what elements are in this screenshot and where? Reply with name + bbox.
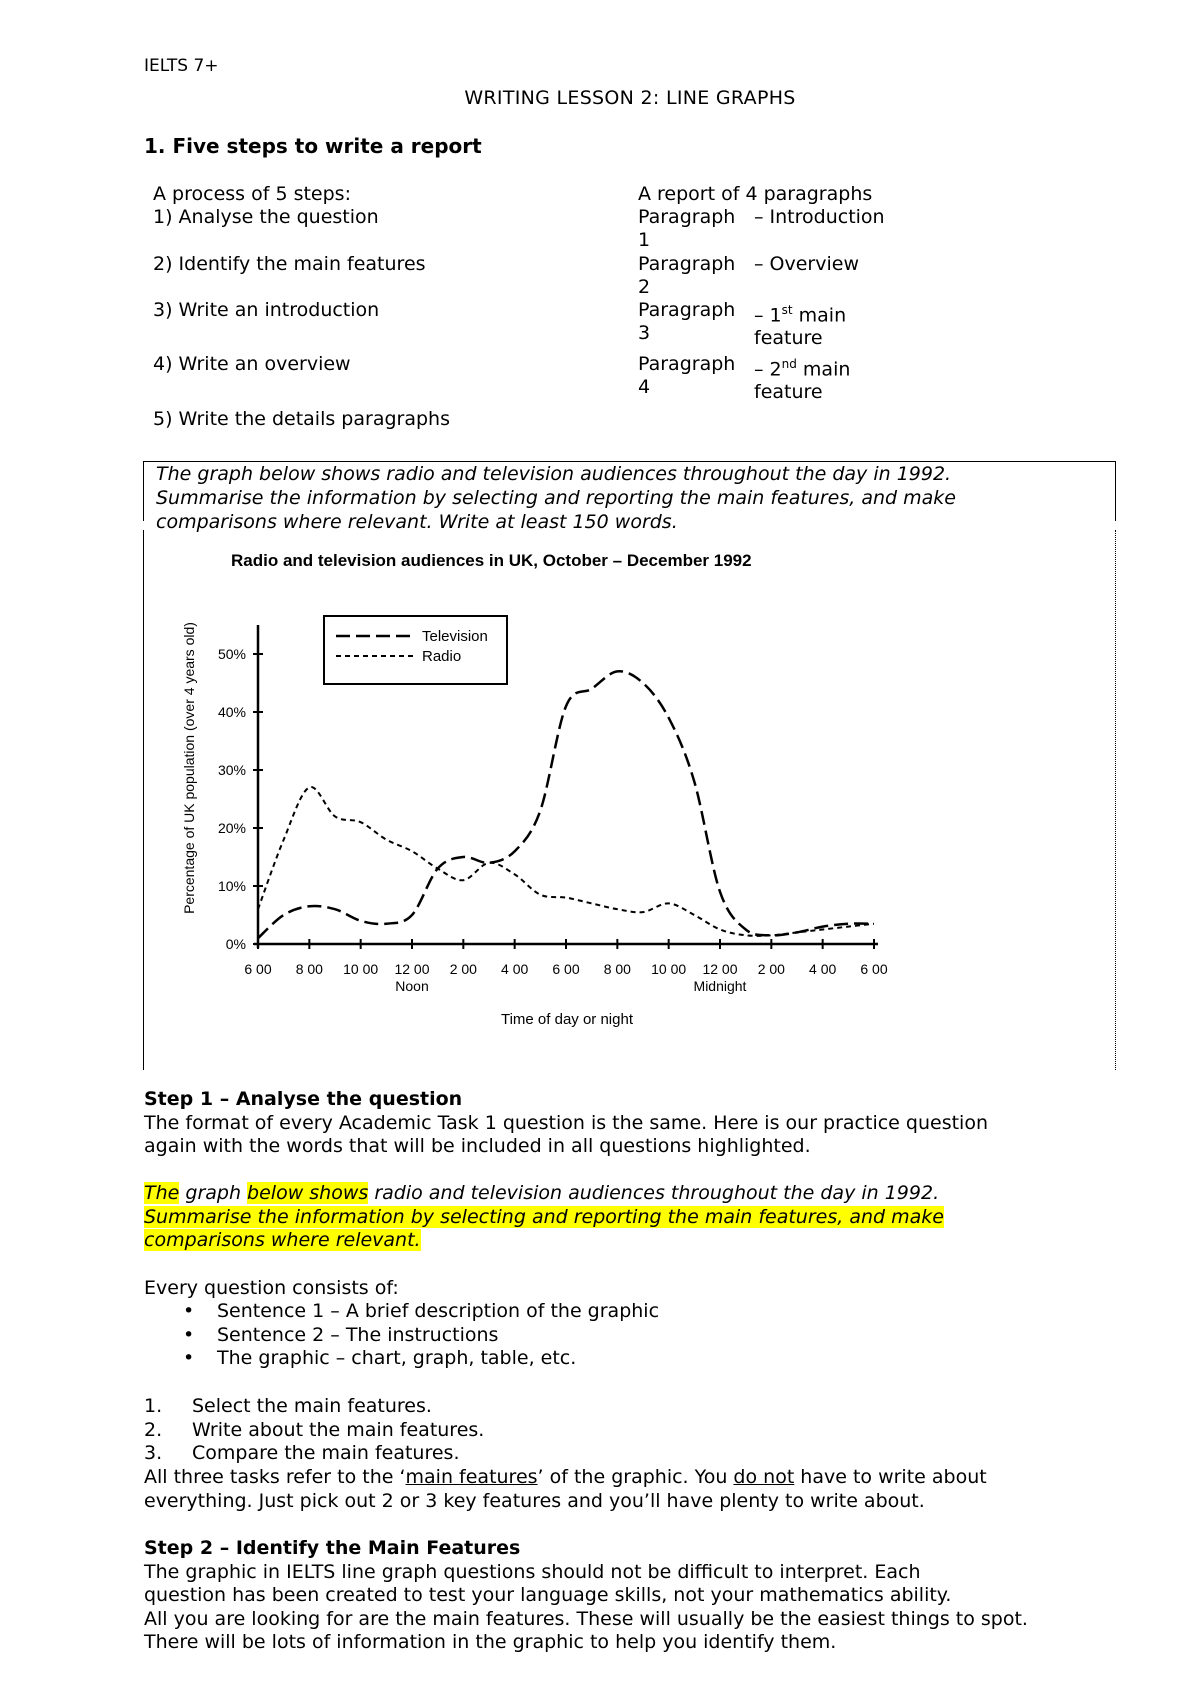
y-tick-label: 10% [217,878,246,894]
step2-text: The graphic in IELTS line graph questions should not be difficult to interpret. Each [144,1560,921,1583]
section-1-heading: 1. Five steps to write a report [144,134,482,158]
paragraph-desc: – Introduction [754,206,885,228]
highlighted-question: The graph below shows radio and television audiences throughout the day in 1992. Summarise the information by selecting and reporting the main features, and make comparisons where relevant. [144,1182,944,1251]
x-sub-label: Noon [395,978,429,994]
step-item: 4) Write an overview [153,353,351,375]
paragraph-desc: – 1st main feature [754,303,847,350]
step-item: 2) Identify the main features [153,253,426,275]
x-tick-label: 4 00 [501,961,529,977]
paragraph-row [638,206,938,252]
process-title: A process of 5 steps: [153,183,351,205]
highlight: The [144,1182,180,1204]
y-tick-label: 40% [217,704,246,720]
numbered-list: 1. Select the main features. 2. Write about the main features. 3. Compare the main features. [144,1395,485,1464]
question-line: The graph below shows radio and television audiences throughout the day in 1992. [156,463,952,485]
chart-title: Radio and television audiences in UK, October – December 1992 [231,551,752,570]
x-tick-label: 2 00 [757,961,785,977]
chart-legend [324,616,507,684]
paragraph-label: Paragraph 4 [638,353,736,398]
series-line-radio [258,787,874,936]
x-tick-label: 8 00 [603,961,631,977]
list-item: Sentence 1 – A brief description of the graphic [217,1300,660,1322]
paragraph-label: Paragraph 2 [638,253,736,298]
y-tick-label: 0% [225,936,246,952]
paragraph-desc: – Overview [754,253,859,275]
step1-text: The format of every Academic Task 1 question is the same. Here is our practice question [144,1111,988,1134]
line-chart [144,530,1114,1070]
all-three-paragraph: All three tasks refer to the ‘main features’ of the graphic. You do not have to write about everything. Just pick out 2 or 3 key features and you’ll have plenty to write about. [144,1466,987,1512]
header-brand: IELTS 7+ [144,56,219,76]
legend-television: Television [422,628,488,645]
x-tick-label: 4 00 [809,961,837,977]
consists-text: Every question consists of: [144,1277,399,1299]
y-axis-label: Percentage of UK population (over 4 years old) [181,622,197,914]
x-tick-label: 10 00 [651,961,687,977]
x-tick-label: 10 00 [343,961,379,977]
step2-text: All you are looking for are the main features. These will usually be the easiest things to spot. [144,1607,1028,1630]
x-tick-label: 2 00 [449,961,477,977]
paragraph-row [638,353,938,403]
list-item: Write about the main features. [192,1418,485,1441]
x-sub-label: Midnight [693,978,747,994]
bullet-list: • Sentence 1 – A brief description of the graphic • Sentence 2 – The instructions • The graphic – chart, graph, table, etc. [183,1300,660,1369]
x-tick-label: 12 00 [394,961,430,977]
y-tick-label: 30% [217,762,246,778]
paragraph-row [638,299,938,349]
legend-radio: Radio [422,648,462,665]
list-item: Compare the main features. [192,1442,460,1464]
paragraph-row [638,253,938,299]
x-tick-label: 6 00 [244,961,272,977]
y-tick-label: 50% [217,646,246,662]
underlined-text: main features [405,1466,538,1488]
highlight: comparisons where relevant. [144,1229,421,1251]
highlight: below shows [247,1182,369,1204]
paragraph-label: Paragraph 3 [638,299,736,344]
report-title: A report of 4 paragraphs [638,183,873,205]
chart-frame [143,530,1116,1070]
question-box [143,461,1116,533]
list-item: The graphic – chart, graph, table, etc. [217,1347,577,1369]
step-item: 1) Analyse the question [153,206,379,228]
step2-text: There will be lots of information in the graphic to help you identify them. [144,1631,837,1653]
page-title: WRITING LESSON 2: LINE GRAPHS [464,87,796,109]
step-item: 5) Write the details paragraphs [153,408,450,430]
x-tick-label: 8 00 [295,961,323,977]
x-tick-label: 6 00 [552,961,580,977]
x-tick-label: 12 00 [702,961,738,977]
x-tick-label: 6 00 [860,961,888,977]
highlight: Summarise the information by selecting and reporting the main features, and make [144,1205,944,1228]
paragraph-label: Paragraph 1 [638,206,736,251]
step2-text: question has been created to test your language skills, not your mathematics ability. [144,1584,952,1606]
step-item: 3) Write an introduction [153,299,380,321]
step1-text: again with the words that will be included in all questions highlighted. [144,1135,811,1157]
x-axis-label: Time of day or night [500,1011,634,1028]
y-tick-label: 20% [217,820,246,836]
step1-heading: Step 1 – Analyse the question [144,1088,463,1110]
question-line: comparisons where relevant. Write at least 150 words. [156,511,678,533]
step1-section [144,1088,1104,1159]
series-line-television [258,671,874,938]
underlined-text: do not [733,1466,795,1488]
paragraph-desc: – 2nd main feature [754,357,851,404]
question-line: Summarise the information by selecting and reporting the main features, and make [156,487,956,509]
step2-heading: Step 2 – Identify the Main Features [144,1537,521,1559]
list-item: Select the main features. [192,1395,432,1417]
step2-section [144,1537,1104,1655]
list-item: Sentence 2 – The instructions [217,1323,499,1346]
